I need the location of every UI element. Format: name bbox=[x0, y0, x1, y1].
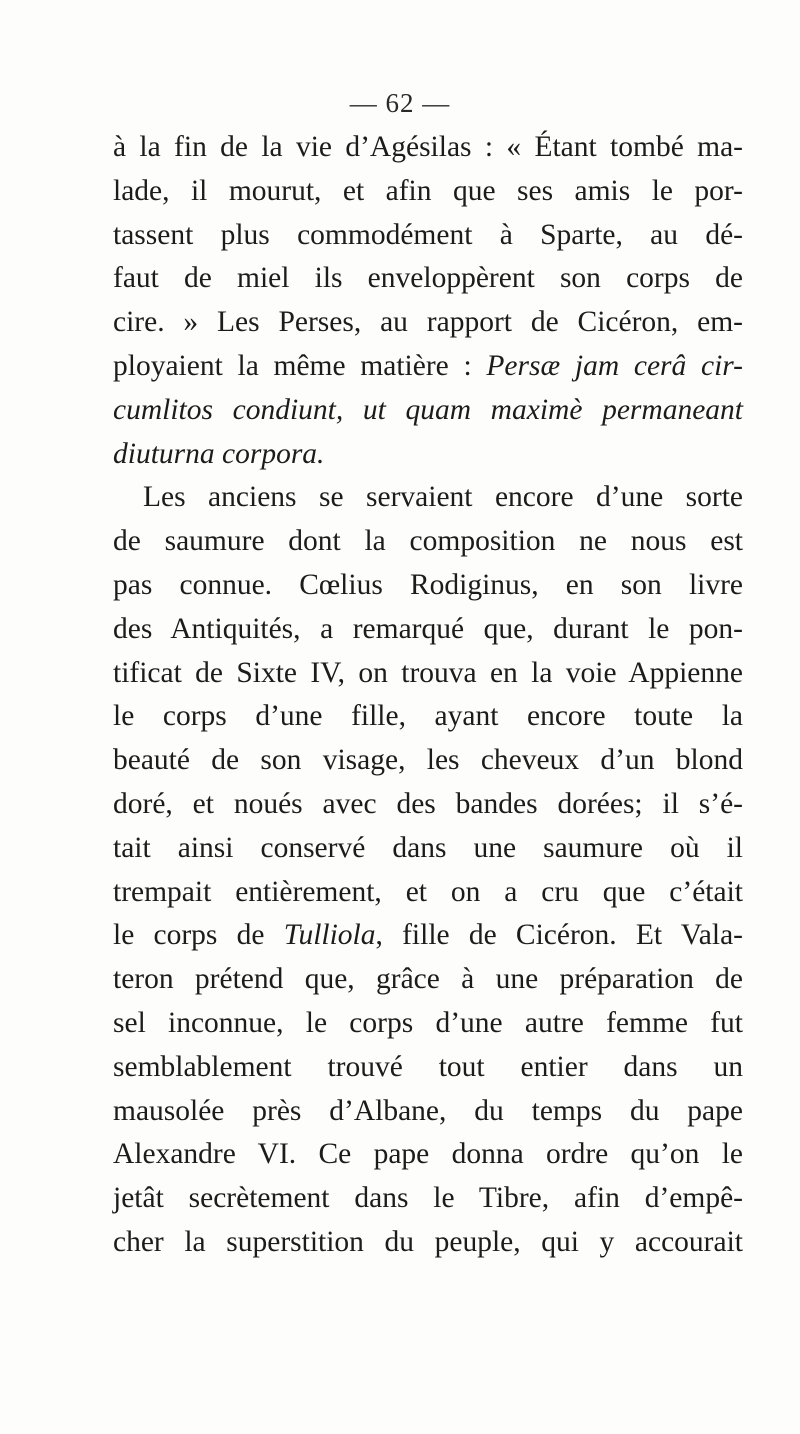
text-line: cher la superstition du peuple, qui y accourait bbox=[113, 1225, 743, 1258]
text-line: tassent plus commodément à Sparte, au dé- bbox=[113, 218, 743, 251]
latin-quote: Persæ jam cerâ cir- bbox=[486, 349, 743, 382]
text-line: mausolée près d’Albane, du temps du pape bbox=[113, 1094, 743, 1127]
text-line: teron prétend que, grâce à une préparation de bbox=[113, 963, 743, 996]
text-run: , fille de Cicéron. Et Vala- bbox=[375, 919, 744, 952]
text-line: cire. » Les Perses, au rapport de Cicéron, em- bbox=[113, 306, 743, 339]
italic-name: Tulliola bbox=[283, 919, 376, 952]
text-line: lade, il mourut, et afin que ses amis le por- bbox=[113, 174, 743, 207]
body-text bbox=[113, 126, 743, 1265]
paragraph-start: Les anciens se servaient encore d’une sorte bbox=[143, 481, 743, 514]
text-line: semblablement trouvé tout entier dans un bbox=[113, 1050, 743, 1083]
text-line: pas connue. Cœlius Rodiginus, en son livre bbox=[113, 568, 743, 601]
latin-quote-line: cumlitos condiunt, ut quam maximè permaneant bbox=[113, 393, 743, 426]
text-line: faut de miel ils enveloppèrent son corps de bbox=[113, 262, 743, 295]
text-line: trempait entièrement, et on a cru que c’était bbox=[113, 875, 743, 908]
text-line: beauté de son visage, les cheveux d’un blond bbox=[113, 744, 743, 777]
text-line: à la fin de la vie d’Agésilas : « Étant tombé ma- bbox=[113, 131, 743, 163]
text-line: des Antiquités, a remarqué que, durant le pon- bbox=[113, 612, 743, 645]
text-run: le corps de bbox=[113, 919, 284, 952]
text-line: Alexandre VI. Ce pape donna ordre qu’on le bbox=[113, 1138, 743, 1171]
text-line: tait ainsi conservé dans une saumure où il bbox=[113, 831, 743, 864]
text-line: jetât secrètement dans le Tibre, afin d’empê- bbox=[113, 1182, 743, 1215]
text-line: le corps d’une fille, ayant encore toute la bbox=[113, 700, 743, 733]
text-line: de saumure dont la composition ne nous est bbox=[113, 525, 743, 558]
text-line bbox=[113, 345, 743, 389]
text-line: doré, et noués avec des bandes dorées; il s’é- bbox=[113, 787, 743, 820]
text-line: sel inconnue, le corps d’une autre femme fut bbox=[113, 1006, 743, 1039]
text-run: ployaient la même matière : bbox=[113, 349, 487, 382]
latin-quote-line: diuturna corpora. bbox=[113, 437, 325, 470]
page-number: — 62 — bbox=[349, 88, 451, 118]
text-line: tificat de Sixte IV, on trouva en la voie Appienne bbox=[113, 656, 743, 689]
text-line bbox=[113, 914, 743, 958]
